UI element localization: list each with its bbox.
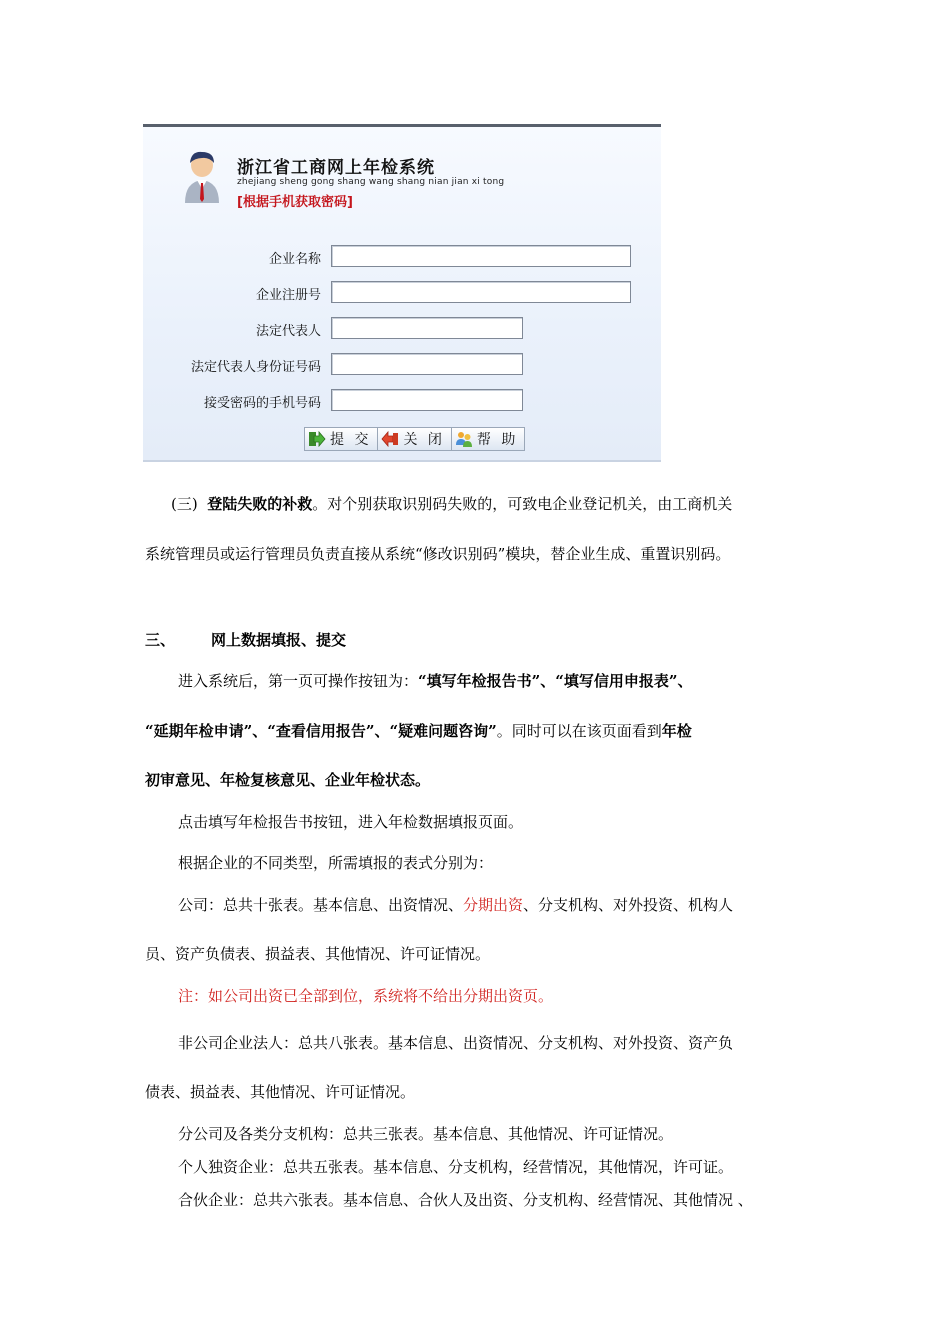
legal-rep-id-input[interactable] <box>331 353 523 375</box>
system-pinyin: zhejiang sheng gong shang wang shang nian jian xi tong <box>237 177 505 187</box>
chapter3-num: 三、 <box>145 631 176 649</box>
button-bar <box>304 427 525 451</box>
help-button[interactable]: 帮 助 <box>451 427 525 451</box>
chapter3-title: 网上数据填报、提交 <box>211 631 347 649</box>
system-subtitle: [根据手机获取密码] <box>237 195 353 210</box>
note-text: 注：如公司出资已全部到位，系统将不给出分期出资页。 <box>178 987 554 1005</box>
section3-line1: (三) 登陆失败的补救。对个别获取识别码失败的，可致电企业登记机关，由工商机关 <box>171 495 733 513</box>
close-button[interactable]: 关 闭 <box>377 427 450 451</box>
reg-no-input[interactable] <box>331 281 631 303</box>
company-name-input[interactable] <box>331 245 631 267</box>
help-users-icon <box>455 430 473 448</box>
user-avatar-icon <box>181 149 223 203</box>
section3-line2: 系统管理员或运行管理员负责直接从系统“修改识别码”模块，替企业生成、重置识别码。 <box>145 545 731 563</box>
section3-heading: 登陆失败的补救 <box>207 495 313 513</box>
branch-paragraph: 分公司及各类分支机构：总共三张表。基本信息、其他情况、许可证情况。 <box>178 1125 674 1143</box>
reg-no-label: 企业注册号 <box>255 288 321 303</box>
installment-highlight: 分期出资 <box>463 896 524 914</box>
enter-line3: 初审意见、年检复核意见、企业年检状态。 <box>145 771 431 789</box>
company-name-label: 企业名称 <box>268 252 321 267</box>
noncompany-line2: 债表、损益表、其他情况、许可证情况。 <box>145 1083 416 1101</box>
phone-input[interactable] <box>331 389 523 411</box>
click-paragraph: 点击填写年检报告书按钮，进入年检数据填报页面。 <box>178 813 524 831</box>
legal-rep-id-label: 法定代表人身份证号码 <box>190 360 321 375</box>
legal-rep-label: 法定代表人 <box>255 324 321 339</box>
company-line2: 员、资产负债表、损益表、其他情况、许可证情况。 <box>145 945 491 963</box>
legal-rep-input[interactable] <box>331 317 523 339</box>
enter-line2: “延期年检申请”、“查看信用报告”、“疑难问题咨询”。同时可以在该页面看到年检 <box>145 722 692 740</box>
company-line1: 公司：总共十张表。基本信息、出资情况、分期出资、分支机构、对外投资、机构人 <box>178 896 734 914</box>
noncompany-line1: 非公司企业法人：总共八张表。基本信息、出资情况、分支机构、对外投资、资产负 <box>178 1034 734 1052</box>
screenshot-bottom-border <box>143 460 661 462</box>
login-screenshot <box>143 124 661 462</box>
sole-paragraph: 个人独资企业：总共五张表。基本信息、分支机构，经营情况，其他情况，许可证。 <box>178 1158 734 1176</box>
submit-arrow-icon <box>308 430 326 448</box>
phone-label: 接受密码的手机号码 <box>203 396 321 411</box>
types-paragraph: 根据企业的不同类型，所需填报的表式分别为： <box>178 854 494 872</box>
system-title: 浙江省工商网上年检系统 <box>237 158 435 178</box>
close-arrow-icon <box>381 430 399 448</box>
partner-paragraph: 合伙企业：总共六张表。基本信息、合伙人及出资、分支机构、经营情况、其他情况 、 <box>178 1191 753 1209</box>
submit-button[interactable]: 提 交 <box>304 427 377 451</box>
enter-line1: 进入系统后，第一页可操作按钮为：“填写年检报告书”、“填写信用申报表”、 <box>178 672 693 690</box>
